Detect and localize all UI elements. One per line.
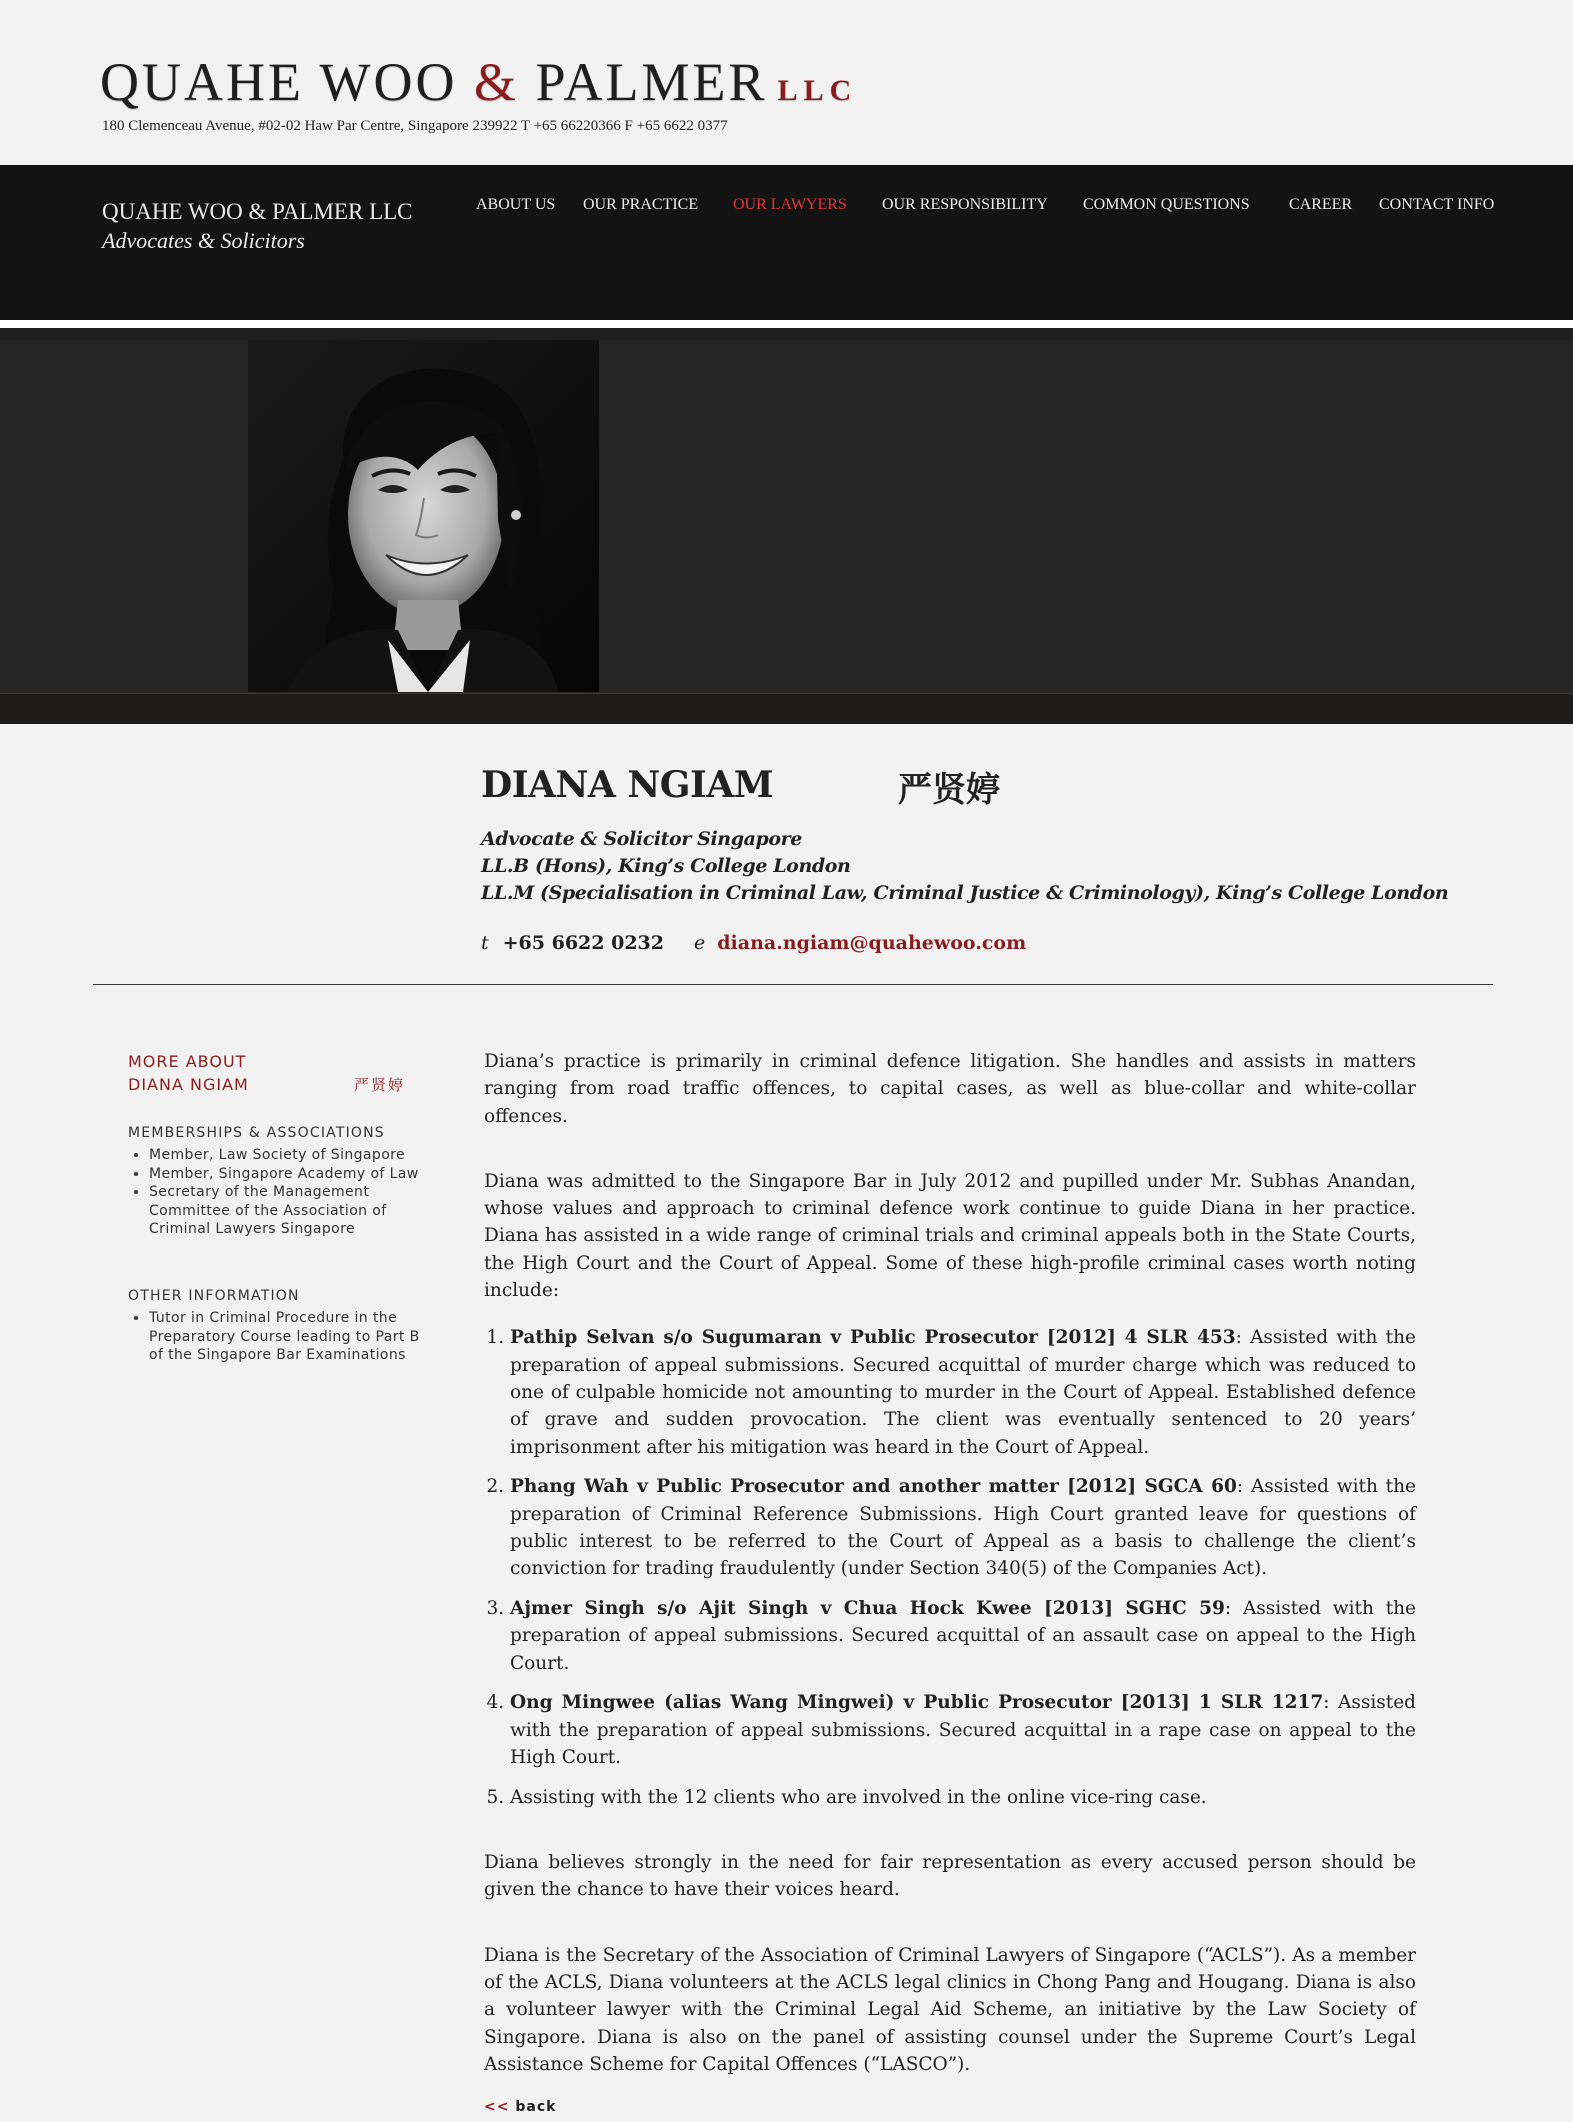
sidebar-title-line2: DIANA NGIAM: [128, 1075, 249, 1094]
practice-paragraph: Diana’s practice is primarily in criminal defence litigation. She handles and assists in matters ranging from road traffic offences, to capital cases, as well as blue-collar and white-collar offences.: [484, 1051, 1416, 1127]
nav-item-about-us[interactable]: ABOUT US: [476, 196, 556, 213]
list-item: • Tutor in Criminal Procedure in the Preparatory Course leading to Part B of the Singapore Bar Examinations: [149, 1309, 428, 1365]
credential-line: LL.M (Specialisation in Criminal Law, Criminal Justice & Criminology), King’s College London: [481, 882, 1449, 904]
lawyer-portrait: [248, 340, 599, 692]
logo-text-2: PALMER: [535, 52, 768, 112]
back-arrows-icon: <<: [484, 2099, 510, 2116]
sidebar-title-line1: MORE ABOUT: [128, 1052, 247, 1071]
logo-text-1: QUAHE WOO: [100, 52, 458, 112]
list-item: • Member, Law Society of Singapore: [149, 1146, 428, 1165]
site-header: [0, 0, 1573, 165]
credential-line: LL.B (Hons), King’s College London: [481, 855, 851, 877]
hero-divider: [0, 693, 1573, 694]
logo-ampersand: &: [473, 52, 519, 112]
list-item: [510, 1689, 1416, 1771]
list-item: [510, 1473, 1416, 1582]
other-info-list: [128, 1309, 428, 1365]
nav-brand-tagline: Advocates & Solicitors: [102, 228, 305, 253]
logo-llc: LLC: [777, 74, 858, 107]
back-label: back: [515, 2099, 557, 2116]
profile-body: [484, 1048, 1416, 2122]
nav-item-contact-info[interactable]: CONTACT INFO: [1379, 196, 1495, 213]
contact-details: [481, 932, 1026, 954]
case-title: Phang Wah v Public Prosecutor and another matter [2012] SGCA 60: [510, 1476, 1237, 1498]
case-title: Ajmer Singh s/o Ajit Singh v Chua Hock Kwee [2013] SGHC 59: [510, 1598, 1225, 1620]
belief-paragraph: Diana believes strongly in the need for fair representation as every accused person should be given the chance to have their voices heard.: [484, 1852, 1416, 1901]
memberships-heading: MEMBERSHIPS & ASSOCIATIONS: [128, 1125, 385, 1141]
phone-number: +65 6622 0232: [502, 932, 664, 954]
case-text: : Assisted with the preparation of Criminal Reference Submissions. High Court granted leave for questions of public interest to be referred to the Court of Appeal as a basis to challenge the client’s conviction for trading fraudulently (under Section 340(5) of the Companies Act).: [510, 1476, 1416, 1580]
portrait-photo-icon: [248, 340, 599, 692]
nav-brand-name: QUAHE WOO & PALMER LLC: [102, 199, 413, 224]
sidebar-chinese-name: 严贤婷: [354, 1076, 406, 1094]
memberships-list: [128, 1146, 428, 1239]
nav-item-common-questions[interactable]: COMMON QUESTIONS: [1083, 196, 1250, 213]
back-link[interactable]: [484, 2094, 556, 2121]
nav-item-our-practice[interactable]: OUR PRACTICE: [583, 196, 699, 213]
main-menu: [0, 196, 1573, 226]
nav-divider-stripe: [0, 320, 1573, 328]
case-title: Ong Mingwee (alias Wang Mingwei) v Public Prosecutor [2013] 1 SLR 1217: [510, 1692, 1324, 1714]
firm-logo[interactable]: [100, 52, 857, 121]
other-info-heading: OTHER INFORMATION: [128, 1288, 300, 1304]
case-title: Pathip Selvan s/o Sugumaran v Public Prosecutor [2012] 4 SLR 453: [510, 1327, 1236, 1349]
firm-address: 180 Clemenceau Avenue, #02-02 Haw Par Centre, Singapore 239922 T +65 66220366 F +65 6622 0377: [102, 118, 728, 134]
nav-item-career[interactable]: CAREER: [1289, 196, 1353, 213]
lawyer-name: DIANA NGIAM: [481, 764, 774, 806]
case-text: : Assisted with the preparation of appeal submissions. Secured acquittal of an assault case on appeal to the High Court.: [510, 1598, 1416, 1674]
case-text: : Assisted with the preparation of appeal submissions. Secured acquittal of murder charge which was reduced to one of culpable homicide not amounting to murder in the Court of Appeal. Established defence of grave and sudden provocation. The client was eventually sentenced to 20 years’ imprisonment after his mitigation was heard in the Court of Appeal.: [510, 1327, 1416, 1458]
nav-bar: [0, 165, 1573, 320]
list-item: • Member, Singapore Academy of Law: [149, 1165, 428, 1184]
volunteer-paragraph: Diana is the Secretary of the Association of Criminal Lawyers of Singapore (“ACLS”). As a member of the ACLS, Diana volunteers at the ACLS legal clinics in Chong Pang and Hougang. Diana is also a volunteer lawyer with the Criminal Legal Aid Scheme, an initiative by the Law Society of Singapore. Diana is also on the panel of assisting counsel under the Supreme Court’s Legal Assistance Scheme for Capital Offences (“LASCO”).: [484, 1944, 1416, 2075]
lawyer-profile: [0, 724, 1573, 1048]
profile-content: [0, 1048, 1573, 2116]
cases-list: [484, 1324, 1416, 1811]
list-item: [510, 1324, 1416, 1460]
lawyer-chinese-name: 严贤婷: [898, 770, 1000, 810]
profile-divider: [93, 984, 1493, 985]
sidebar-title: [128, 1050, 249, 1096]
list-item: • Secretary of the Management Committee of the Association of Criminal Lawyers Singapore: [149, 1183, 428, 1239]
phone-label: t: [481, 932, 489, 954]
hero-banner: [0, 328, 1573, 724]
email-label: e: [694, 932, 706, 954]
list-item: [510, 1784, 1416, 1811]
case-text: : Assisted with the preparation of appeal submissions. Secured acquittal in a rape case on appeal to the High Court.: [510, 1692, 1416, 1769]
case-text: Assisting with the 12 clients who are involved in the online vice-ring case.: [510, 1786, 1207, 1808]
list-item: [510, 1595, 1416, 1677]
admission-paragraph: Diana was admitted to the Singapore Bar in July 2012 and pupilled under Mr. Subhas Anandan, whose values and approach to criminal defence work continue to guide Diana in her practice. Diana has assisted in a wide range of criminal trials and criminal appeals both in the State Courts, the High Court and the Court of Appeal. Some of these high-profile criminal cases worth noting include:: [484, 1170, 1416, 1302]
lawyer-credentials: [481, 826, 1448, 907]
email-link[interactable]: diana.ngiam@quahewoo.com: [717, 932, 1027, 954]
nav-item-our-responsibility[interactable]: OUR RESPONSIBILITY: [882, 196, 1048, 213]
nav-item-our-lawyers[interactable]: OUR LAWYERS: [733, 196, 847, 213]
credential-line: Advocate & Solicitor Singapore: [481, 828, 802, 850]
